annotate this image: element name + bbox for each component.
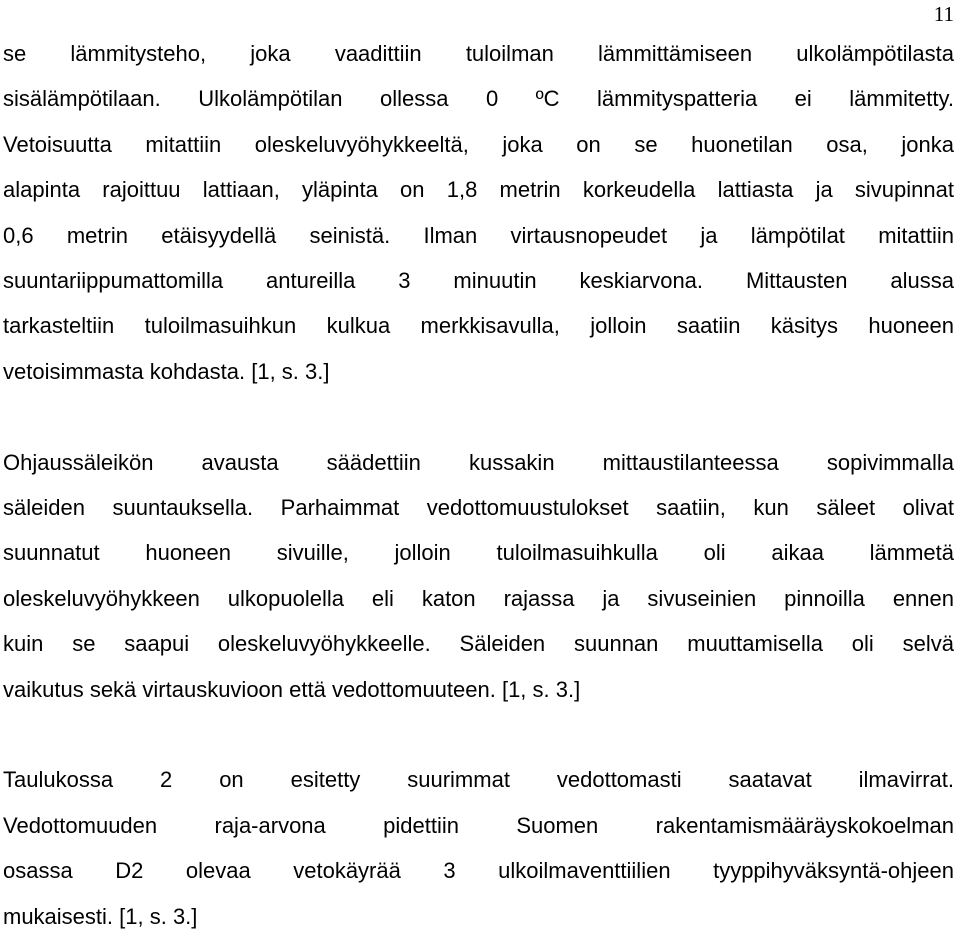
text-line: kuin se saapui oleskeluvyöhykkeelle. Säleiden suunnan muuttamisella oli selvä xyxy=(3,631,954,657)
text-line: se lämmitysteho, joka vaadittiin tuloilman lämmittämiseen ulkolämpötilasta xyxy=(3,41,954,66)
paragraph-3 xyxy=(3,757,954,939)
paragraph-spacer xyxy=(3,712,954,757)
document-body xyxy=(3,31,954,939)
text-line: vetoisimmasta kohdasta. [1, s. 3.] xyxy=(3,358,330,384)
text-line: säleiden suuntauksella. Parhaimmat vedottomuustulokset saatiin, kun säleet olivat xyxy=(3,495,954,521)
paragraph-1 xyxy=(3,31,954,394)
text-line: Vetoisuutta mitattiin oleskeluvyöhykkeeltä, joka on se huonetilan osa, jonka xyxy=(3,131,954,157)
text-line: Taulukossa 2 on esitetty suurimmat vedottomasti saatavat ilmavirrat. xyxy=(3,767,954,793)
text-line: suunnatut huoneen sivuille, jolloin tuloilmasuihkulla oli aikaa lämmetä xyxy=(3,540,954,566)
text-line: oleskeluvyöhykkeen ulkopuolella eli katon rajassa ja sivuseinien pinnoilla ennen xyxy=(3,585,954,611)
text-line: vaikutus sekä virtauskuvioon että vedottomuuteen. [1, s. 3.] xyxy=(3,676,581,702)
text-line: alapinta rajoittuu lattiaan, yläpinta on 1,8 metrin korkeudella lattiasta ja sivupinnat xyxy=(3,177,954,203)
paragraph-2 xyxy=(3,440,954,712)
text-line: Vedottomuuden raja-arvona pidettiin Suomen rakentamismääräyskokoelman xyxy=(3,812,954,838)
text-line: tarkasteltiin tuloilmasuihkun kulkua merkkisavulla, jolloin saatiin käsitys huoneen xyxy=(3,313,954,339)
text-line: suuntariippumattomilla antureilla 3 minuutin keskiarvona. Mittausten alussa xyxy=(3,268,954,294)
text-line: osassa D2 olevaa vetokäyrää 3 ulkoilmaventtiilien tyyppihyväksyntä-ohjeen xyxy=(3,858,954,884)
text-line: sisälämpötilaan. Ulkolämpötilan ollessa 0 ºC lämmityspatteria ei lämmitetty. xyxy=(3,86,954,112)
page-number: 11 xyxy=(933,2,954,26)
text-line: mukaisesti. [1, s. 3.] xyxy=(3,903,198,929)
paragraph-spacer xyxy=(3,394,954,439)
text-line: 0,6 metrin etäisyydellä seinistä. Ilman virtausnopeudet ja lämpötilat mitattiin xyxy=(3,222,954,248)
text-line: Ohjaussäleikön avausta säädettiin kussakin mittaustilanteessa sopivimmalla xyxy=(3,449,954,475)
